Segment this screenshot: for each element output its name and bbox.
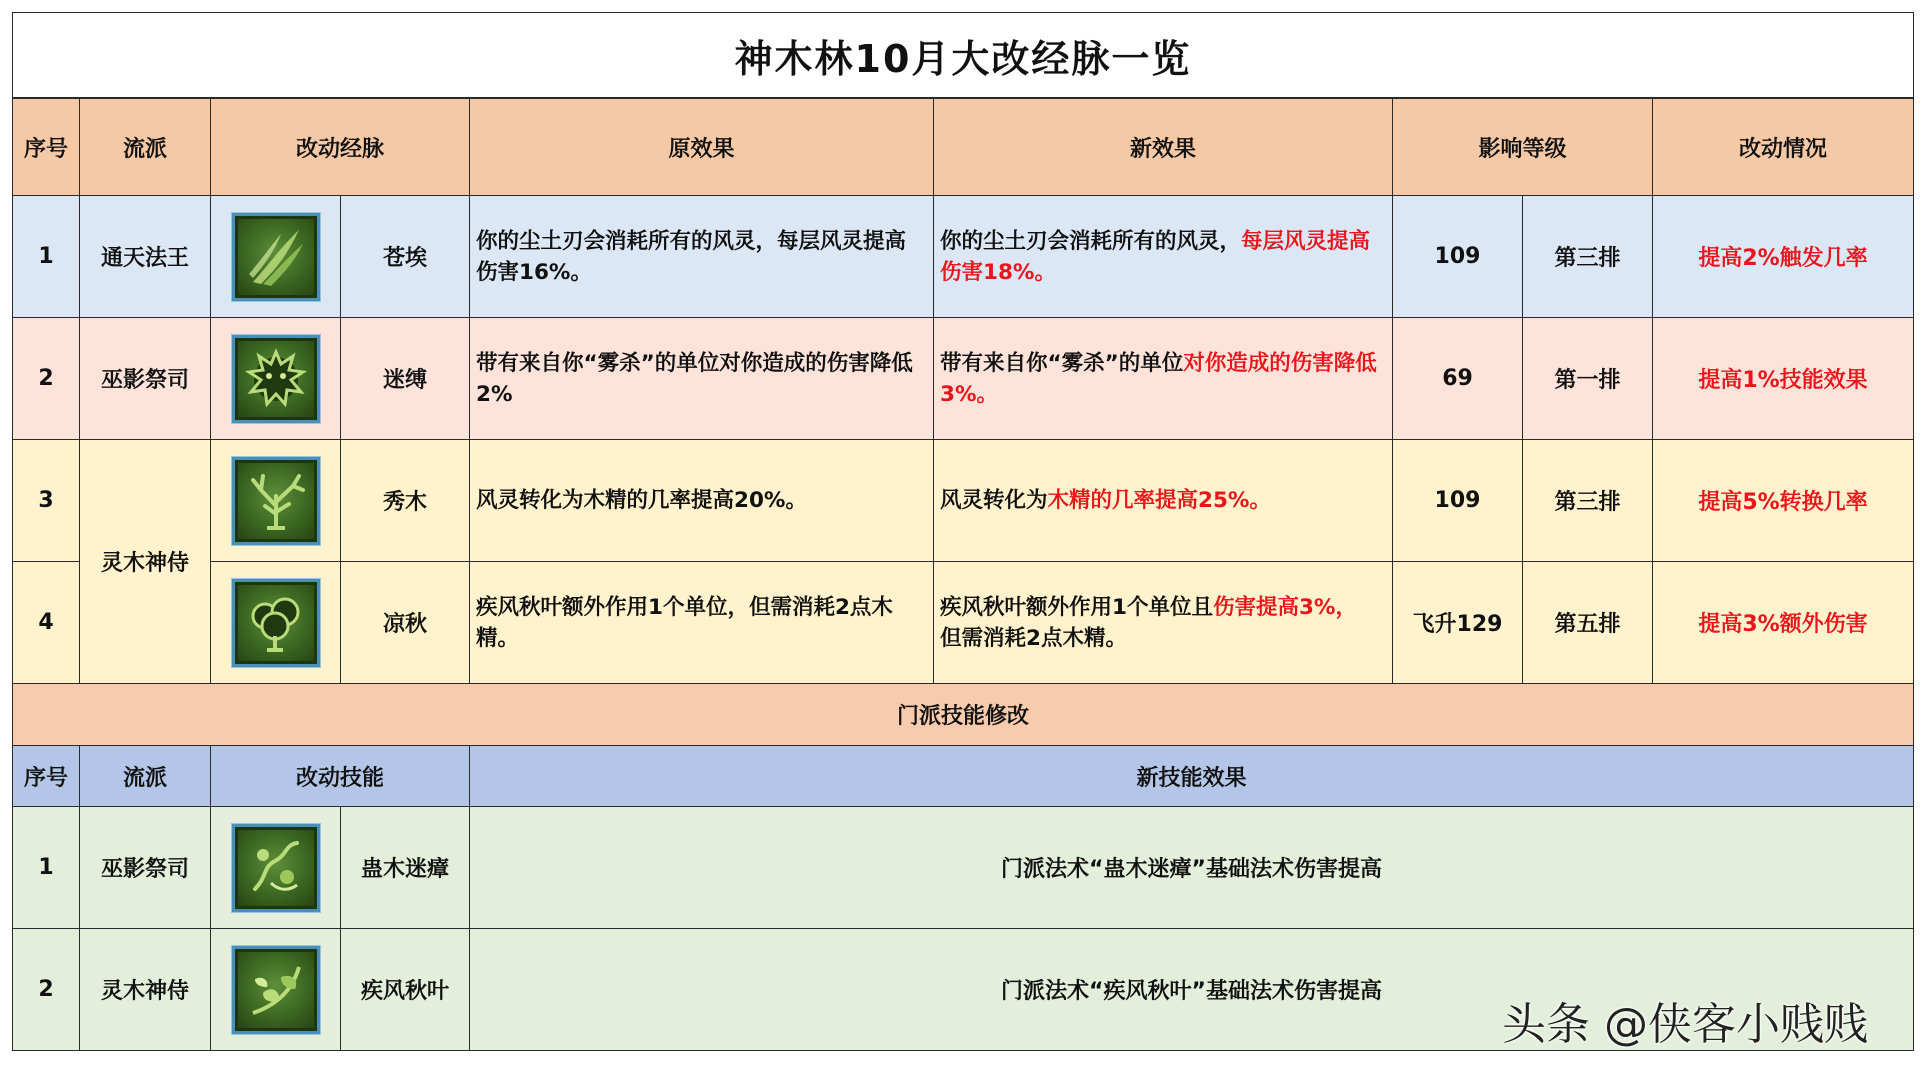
row3-new-plain: 风灵转化为 [940, 488, 1048, 513]
claw-slash-icon [232, 213, 320, 301]
row1-new-effect [933, 195, 1393, 318]
bush-tree-icon [232, 579, 320, 667]
s2-header-index: 序号 [12, 745, 80, 807]
row3-old-effect: 风灵转化为木精的几率提高20%。 [469, 439, 934, 562]
row4-name: 凉秋 [340, 561, 470, 684]
header-index: 序号 [12, 98, 80, 196]
header-meridian: 改动经脉 [210, 98, 470, 196]
row3-new-highlight: 木精的几率提高25%。 [1047, 488, 1271, 513]
s2-row2-icon-cell [210, 928, 341, 1051]
row4-new-plain: 疾风秋叶额外作用1个单位且 [940, 594, 1213, 620]
s2-row2-index: 2 [12, 928, 80, 1051]
row2-new-highlight: 对你造成的伤害降低3%。 [940, 350, 1377, 407]
s2-row1-icon-cell [210, 806, 341, 929]
row3-new-effect [933, 439, 1393, 562]
row1-icon-cell [210, 195, 341, 318]
section2-title: 门派技能修改 [12, 683, 1914, 746]
row4-change: 提高3%额外伤害 [1652, 561, 1914, 684]
row1-change: 提高2%触发几率 [1652, 195, 1914, 318]
row4-new-effect [933, 561, 1393, 684]
row1-new-plain: 你的尘土刃会消耗所有的风灵， [940, 228, 1242, 254]
s2-row1-name: 蛊木迷瘴 [340, 806, 470, 929]
s2-row2-name: 疾风秋叶 [340, 928, 470, 1051]
row3-icon-cell [210, 439, 341, 562]
row4-old-effect: 疾风秋叶额外作用1个单位，但需消耗2点木精。 [469, 561, 934, 684]
s2-row1-effect: 门派法术“蛊木迷瘴”基础法术伤害提高 [469, 806, 1914, 929]
row2-name: 迷缚 [340, 317, 470, 440]
row4-level: 飞升129 [1392, 561, 1523, 684]
s2-row1-index: 1 [12, 806, 80, 929]
row3-level: 109 [1392, 439, 1523, 562]
row2-new-effect [933, 317, 1393, 440]
row2-change: 提高1%技能效果 [1652, 317, 1914, 440]
page-title: 神木林10月大改经脉一览 [12, 12, 1914, 98]
row4-new-tail: 但需消耗2点木精。 [940, 625, 1127, 651]
row1-row: 第三排 [1522, 195, 1653, 318]
row2-icon-cell [210, 317, 341, 440]
row4-icon-cell [210, 561, 341, 684]
row3-name: 秀木 [340, 439, 470, 562]
header-change: 改动情况 [1652, 98, 1914, 196]
row3-4-school: 灵木神侍 [79, 439, 211, 684]
row3-index: 3 [12, 439, 80, 562]
row4-index: 4 [12, 561, 80, 684]
row1-school: 通天法王 [79, 195, 211, 318]
row3-change: 提高5%转换几率 [1652, 439, 1914, 562]
s2-header-skill: 改动技能 [210, 745, 470, 807]
row4-new-highlight: 伤害提高3%， [1212, 594, 1357, 620]
tree-icon [232, 457, 320, 545]
row2-level: 69 [1392, 317, 1523, 440]
row1-old-effect: 你的尘土刃会消耗所有的风灵，每层风灵提高伤害16%。 [469, 195, 934, 318]
watermark: 头条 @侠客小贱贱 [1502, 999, 1868, 1050]
row2-new-plain: 带有来自你“雾杀”的单位 [940, 350, 1184, 376]
thorn-face-icon [232, 335, 320, 423]
s2-row1-school: 巫影祭司 [79, 806, 211, 929]
leaf-swirl-icon [232, 946, 320, 1034]
row2-school: 巫影祭司 [79, 317, 211, 440]
row4-row: 第五排 [1522, 561, 1653, 684]
row1-level: 109 [1392, 195, 1523, 318]
meridian-change-table [12, 12, 1914, 1068]
s2-row2-effect: 门派法术“疾风秋叶”基础法术伤害提高 [469, 928, 1914, 1051]
header-new-effect: 新效果 [933, 98, 1393, 196]
header-level: 影响等级 [1392, 98, 1653, 196]
row1-name: 苍埃 [340, 195, 470, 318]
row1-index: 1 [12, 195, 80, 318]
s2-header-effect: 新技能效果 [469, 745, 1914, 807]
row2-old-effect: 带有来自你“雾杀”的单位对你造成的伤害降低2% [469, 317, 934, 440]
s2-header-school: 流派 [79, 745, 211, 807]
header-school: 流派 [79, 98, 211, 196]
row2-row: 第一排 [1522, 317, 1653, 440]
row2-index: 2 [12, 317, 80, 440]
poison-vine-icon [232, 824, 320, 912]
row3-row: 第三排 [1522, 439, 1653, 562]
s2-row2-school: 灵木神侍 [79, 928, 211, 1051]
row1-new-highlight: 每层风灵提高伤害18%。 [940, 228, 1371, 285]
header-old-effect: 原效果 [469, 98, 934, 196]
